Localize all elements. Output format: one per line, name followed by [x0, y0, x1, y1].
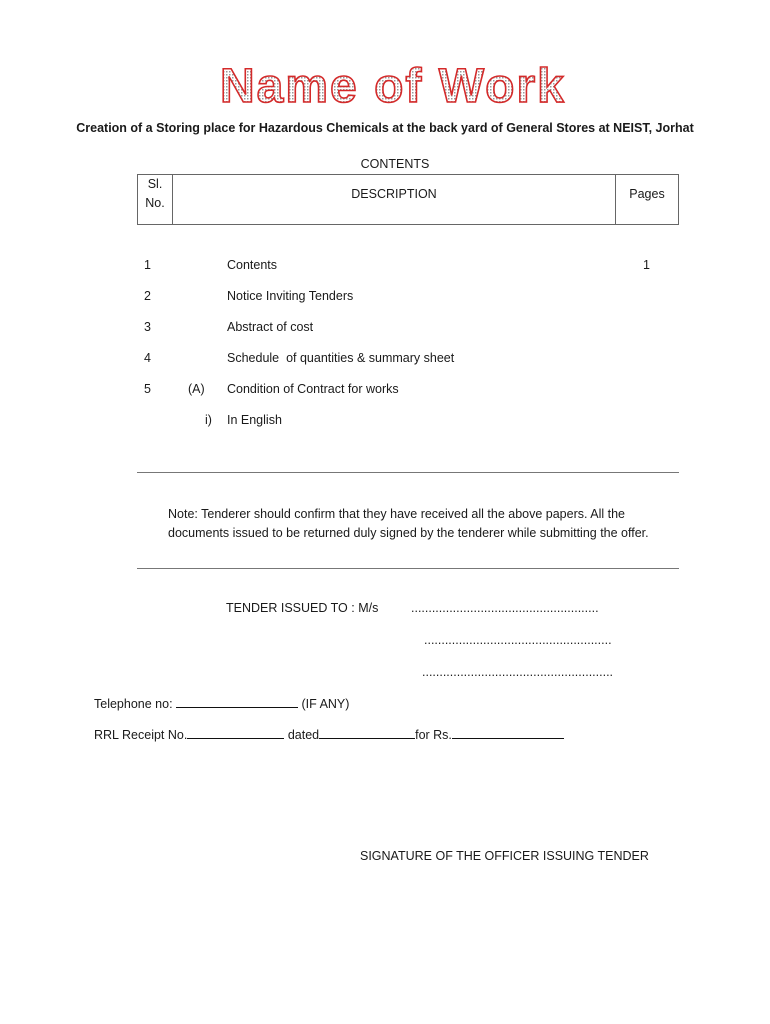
row-3-description: Abstract of cost	[227, 320, 314, 334]
row-6-sub: i)	[205, 413, 212, 427]
row-1-description: Contents	[227, 258, 278, 272]
row-6-description: In English	[227, 413, 282, 427]
rrl-blank	[187, 725, 284, 739]
divider-bottom	[137, 568, 679, 569]
header-sl-line1: Sl.	[147, 177, 163, 191]
divider-top	[137, 472, 679, 473]
rrl-label: RRL Receipt No.	[94, 728, 188, 742]
note-text: Note: Tenderer should confirm that they have received all the above papers. All the documents issued to be returned duly signed by the tenderer while submitting the offer.	[168, 507, 649, 540]
tender-dots-2: ......................................................	[424, 633, 612, 647]
amount-blank	[452, 725, 564, 739]
row-2-description: Notice Inviting Tenders	[227, 289, 354, 303]
header-pages: Pages	[629, 187, 665, 201]
row-5-sl: 5	[144, 382, 151, 396]
tender-dots-3: .......................................................	[422, 665, 614, 679]
row-1-sl: 1	[144, 258, 151, 272]
dated-blank	[319, 725, 415, 739]
row-3-sl: 3	[144, 320, 151, 334]
row-5-description: Condition of Contract for works	[227, 382, 399, 396]
for-rs-label: for Rs.	[415, 728, 452, 742]
telephone-suffix: (IF ANY)	[301, 697, 350, 711]
tender-issued-label: TENDER ISSUED TO : M/s	[226, 601, 379, 615]
telephone-line	[94, 694, 349, 711]
contents-heading: CONTENTS	[360, 157, 430, 171]
row-4-description: Schedule of quantities & summary sheet	[227, 351, 455, 365]
row-1-pages: 1	[643, 258, 650, 272]
work-subtitle: Creation of a Storing place for Hazardous Chemicals at the back yard of General Stores at NEIST, Jorhat	[76, 121, 694, 135]
row-4-sl: 4	[144, 351, 151, 365]
header-description: DESCRIPTION	[351, 187, 437, 201]
tender-dots-1: ......................................................	[411, 601, 599, 615]
row-2-sl: 2	[144, 289, 151, 303]
telephone-label: Telephone no:	[94, 697, 173, 711]
page-title: Name of Work	[220, 62, 566, 108]
dated-label: dated	[287, 728, 320, 742]
rrl-receipt-line	[94, 725, 564, 742]
header-sl-line2: No.	[145, 196, 165, 210]
signature-label: SIGNATURE OF THE OFFICER ISSUING TENDER	[360, 849, 649, 863]
title-wordart	[220, 62, 600, 108]
row-5-sub: (A)	[188, 382, 205, 396]
telephone-blank	[176, 694, 298, 708]
